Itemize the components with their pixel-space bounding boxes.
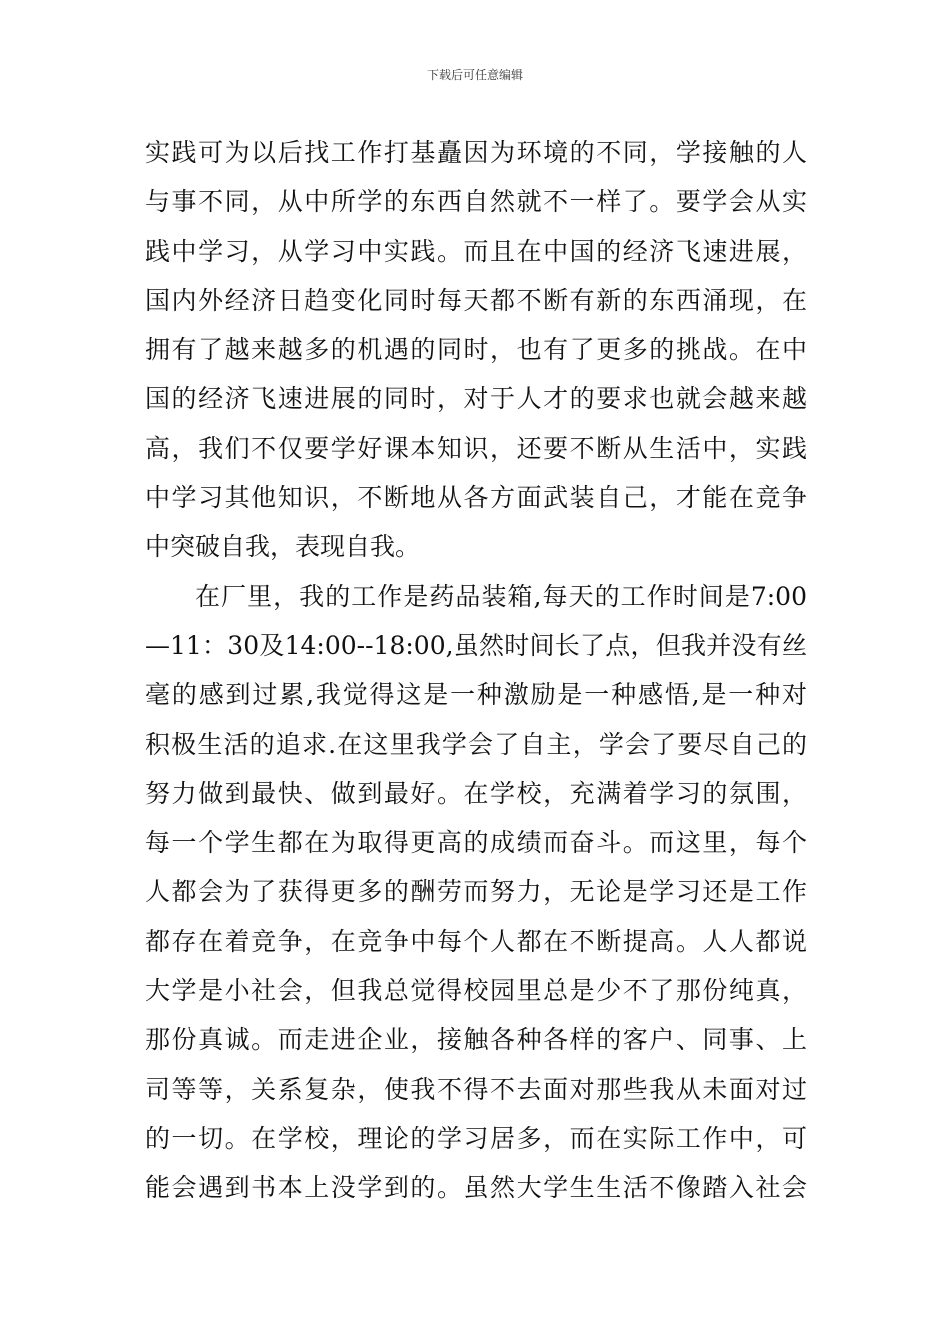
text-line: 与事不同，从中所学的东西自然就不一样了。要学会从实	[145, 187, 807, 217]
text-line: 践中学习，从学习中实践。而且在中国的经济飞速进展，	[145, 236, 807, 266]
paragraph-end-line: 中突破自我，表现自我。	[145, 532, 421, 562]
paragraph-start-line: 在厂里，我的工作是药品装箱,每天的工作时间是7:00	[195, 581, 807, 611]
text-line: 那份真诚。而走进企业，接触各种各样的客户、同事、上	[145, 1025, 807, 1055]
text-line: 高，我们不仅要学好课本知识，还要不断从生活中，实践	[145, 433, 807, 463]
text-line: 努力做到最快、做到最好。在学校，充满着学习的氛围，	[145, 778, 807, 808]
text-line: 国的经济飞速进展的同时，对于人才的要求也就会越来越	[145, 384, 807, 414]
text-line: 的一切。在学校，理论的学习居多，而在实际工作中，可	[145, 1123, 807, 1153]
text-line: 毫的感到过累,我觉得这是一种激励是一种感悟,是一种对	[145, 680, 807, 710]
text-line: 都存在着竞争，在竞争中每个人都在不断提高。人人都说	[145, 926, 807, 956]
document-body	[145, 128, 807, 1213]
text-line: 大学是小社会，但我总觉得校园里总是少不了那份纯真，	[145, 976, 807, 1006]
text-line: 拥有了越来越多的机遇的同时，也有了更多的挑战。在中	[145, 335, 807, 365]
text-line: 司等等，关系复杂，使我不得不去面对那些我从未面对过	[145, 1074, 807, 1104]
text-line: 积极生活的追求.在这里我学会了自主，学会了要尽自己的	[145, 729, 807, 759]
text-line: 实践可为以后找工作打基矗因为环境的不同，学接触的人	[145, 138, 807, 167]
text-line: 国内外经济日趋变化同时每天都不断有新的东西涌现，在	[145, 285, 807, 315]
text-line: 人都会为了获得更多的酬劳而努力，无论是学习还是工作	[145, 877, 807, 907]
text-line: 每一个学生都在为取得更高的成绩而奋斗。而这里，每个	[145, 828, 807, 858]
text-line: 能会遇到书本上没学到的。虽然大学生生活不像踏入社会	[145, 1173, 807, 1203]
text-line: —11：30及14:00--18:00,虽然时间长了点，但我并没有丝	[145, 630, 807, 660]
text-line: 中学习其他知识，不断地从各方面武装自己，才能在竞争	[145, 483, 807, 513]
page-header: 下载后可任意编辑	[426, 68, 523, 82]
